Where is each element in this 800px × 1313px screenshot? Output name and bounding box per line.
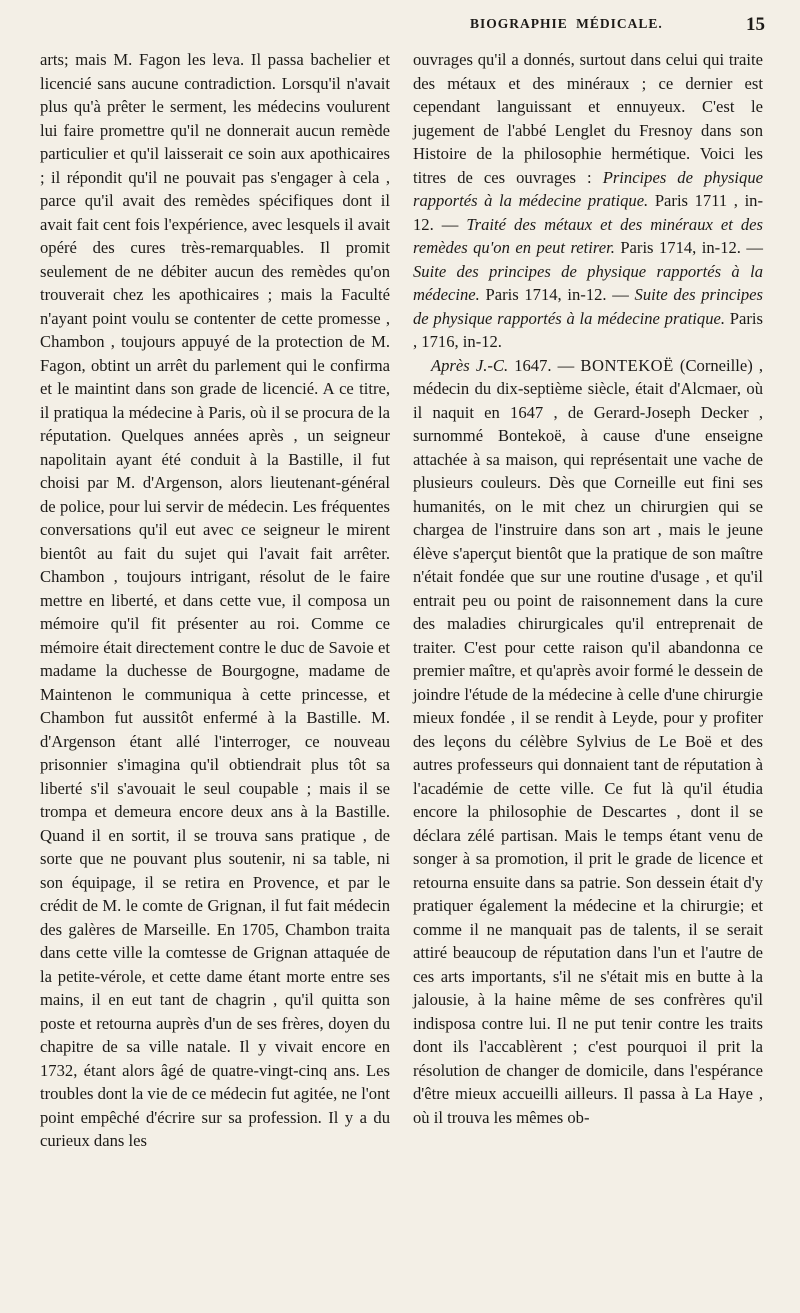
entry-body: (Corneille) , médecin du dix-septième siècle, était d'Alcmaer, où il naquit en 1647 , de Gerard-Joseph Decker , surnommé Bontekoë, à cause d'une enseigne attachée à sa maison, qui représentait une vache de plusieurs couleurs. Dès que Corneille eut fini ses humanités, on le mit chez un chirurgien qui se chargea de l'instruire dans son art , mais le jeune élève s'aperçut bientôt que la pratique de son maître n'était fondée que sur une routine d'usage , et qu'il entrait peu ou point de raisonnement dans la cure des maladies chirurgicales qu'il entreprenait de traiter. C'est pour cette raison qu'il abandonna ce premier maître, et qu'après avoir formé le dessein de joindre l'étude de la médecine à celle d'une chirurgie mieux fondée , il se rendit à Leyde, pour y profiter des leçons du célèbre Sylvius de Le Boë et des autres professeurs qui donnaient tant de réputation à l'académie de cette ville. Ce fut là qu'il étudia encore la philosophie de Descartes , dont il se déclara zélé partisan. Mais le temps étant venu de songer à sa promotion, il prit le grade de licence et retourna ensuite dans sa patrie. Son dessein était d'y pratiquer également la médecine et la chirurgie; et comme il ne manquait pas de talents, il se serait attiré beaucoup de réputation dans l'un et l'autre de ces arts importants, s'il ne s'était mis en butte à la jalousie, à la haine même de ses confrères qu'il indisposa contre lui. Il ne put tenir contre les traits dont ils l'accablèrent ; c'est pourquoi il prit la résolution de changer de domicile, dans l'espérance d'être mieux accueilli ailleurs. Il passa à La Haye , où il trouva les mêmes ob- — [413, 355, 764, 1127]
entry-era: Après J.-C. — [431, 355, 509, 375]
running-title-left: BIOGRAPHIE — [470, 16, 568, 31]
left-paragraph: arts; mais M. Fagon les leva. Il passa bachelier et licencié sans aucune contradiction. Lorsqu'il n'avait plus qu'à prêter le serment, les médecins voulurent lui faire promettre qu'il ne donnerait aucun remède particulier et qu'il laisserait ce soin aux apothicaires ; il répondit qu'il ne pouvait pas s'engager à cela , parce qu'il avait des remèdes spécifiques dont il avait fait cent fois l'expérience, avec lesquels il avait opéré des cures très-remarquables. Il promit seulement de ne débiter aucun des remèdes qu'on trouverait chez les apothicaires ; mais la Faculté n'ayant point voulu se contenter de cette promesse , Chambon , toujours appuyé de la protection de M. Fagon, obtint un arrêt du parlement qui le confirma et le maintint dans son grade de licencié. A ce titre, il pratiqua la médecine à Paris, où il se procura de la réputation. Quelques années après , un seigneur napolitain ayant été conduit à la Bastille, il fut choisi par M. d'Argenson, alors lieutenant-général de police, pour lui servir de médecin. Les fréquentes conversations qu'il eut avec ce seigneur le mirent bientôt au fait du sujet qui l'avait fait arrêter. Chambon , toujours intrigant, résolut de le faire mettre en liberté, et dans cette vue, il composa un mémoire qu'il fit présenter au roi. Comme ce mémoire était directement contre le duc de Savoie et madame la duchesse de Bourgogne, madame de Maintenon le communiqua à cette princesse, et Chambon fut aussitôt enfermé à la Bastille. M. d'Argenson étant allé l'interroger, ce nouveau prisonnier s'imagina qu'il obtiendrait plus tôt sa liberté s'il s'avouait le seul coupable ; mais il se trompa et demeura encore deux ans à la Bastille. Quand il en sortit, il se trouva sans pratique , de sorte que ne pouvant plus soutenir, ni sa table, ni son équipage, il se retira en Provence, et par le crédit de M. le comte de Grignan, il fut fait médecin des galères de Marseille. En 1705, Chambon traita dans cette ville la comtesse de Grignan attaquée de la petite-vérole, et cette dame étant morte entre ses mains, il en eut tant de chagrin , qu'il quitta son poste et retourna auprès d'un de ses frères, doyen du chapitre de sa ville natale. Il y vivait encore en 1732, étant alors âgé de quatre-vingt-cinq ans. Les troubles dont la vie de ce médecin fut agitée, ne l'ont point empêché d'écrire sur sa profession. Il y a du curieux dans les — [40, 50, 390, 1150]
left-column — [40, 48, 390, 1153]
work-title-1: Principes de physique rapportés à la médecine pratique. — [413, 167, 763, 210]
entry-year: 1647. — — [508, 355, 581, 375]
work-title-4: Suite des principes de physique rapportés à la médecine pratique. — [413, 285, 763, 328]
running-title-right: MÉDICALE. — [576, 16, 663, 31]
work-pub-4: Paris , 1716, in-12. — [413, 308, 763, 351]
right-paragraph-bontekoe — [413, 354, 763, 1130]
works-intro: ouvrages qu'il a donnés, surtout dans celui qui traite des métaux et des minéraux ; ce dernier est cependant languissant et ennuyeux. C'est le jugement de l'abbé Lenglet du Fresnoy dans son Histoire de la philosophie hermétique. Voici les titres de ces ouvrages : — [413, 50, 763, 187]
work-pub-1: Paris 1711 , in-12. — — [413, 191, 763, 234]
page-number: 15 — [746, 14, 765, 35]
right-column — [413, 48, 763, 1129]
entry-name: BONTEKOË — [580, 355, 674, 375]
work-pub-3: Paris 1714, in-12. — — [479, 285, 635, 304]
work-title-3: Suite des principes de physique rapportés à la médecine. — [413, 261, 763, 304]
running-title — [470, 16, 770, 32]
work-title-2: Traité des métaux et des minéraux et des remèdes qu'on en peut retirer. — [413, 214, 763, 257]
right-paragraph-works — [413, 48, 763, 354]
work-pub-2: Paris 1714, in-12. — — [614, 238, 763, 257]
